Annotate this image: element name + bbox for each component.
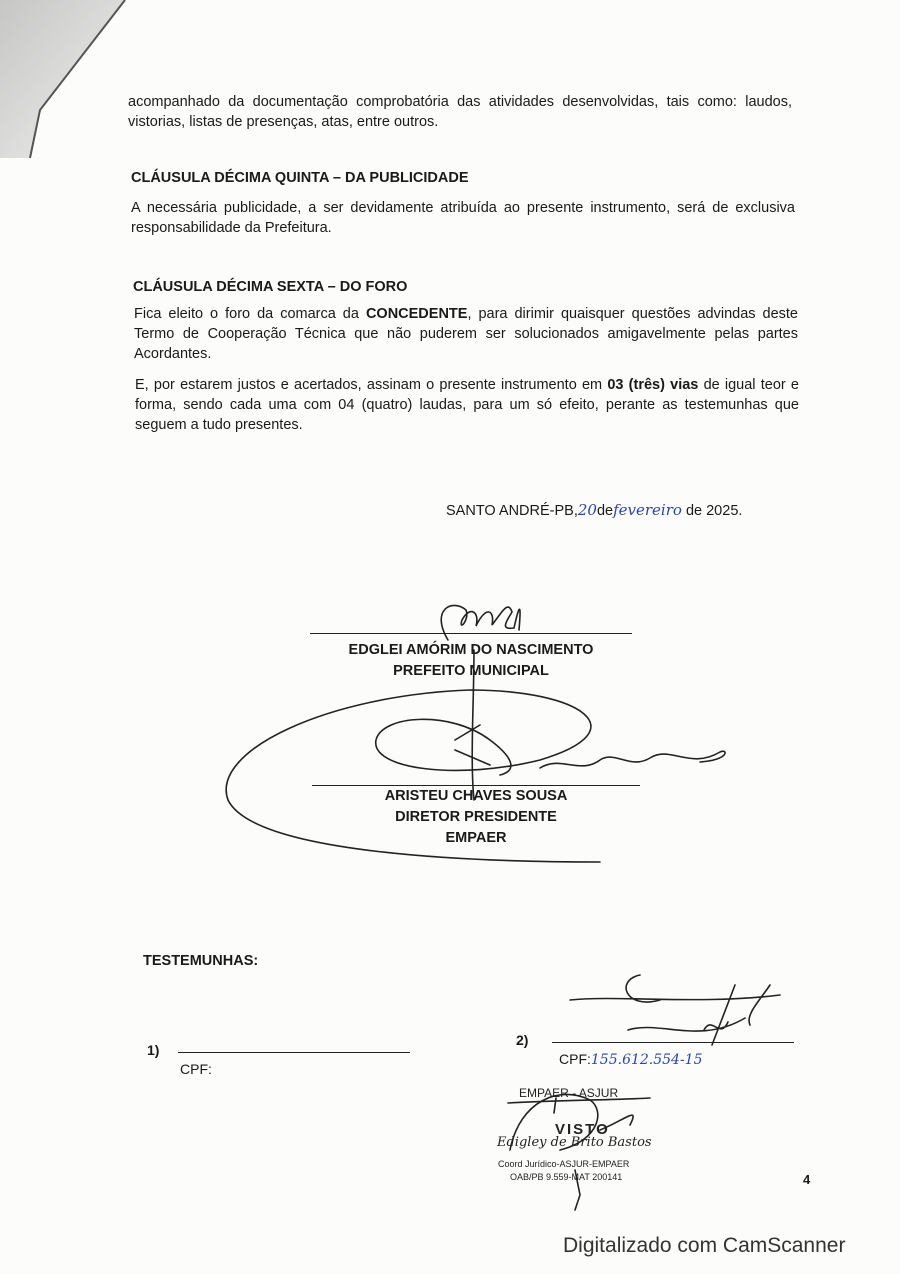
- paragraph-continuation: acompanhado da documentação comprobatória das atividades desenvolvidas, tais como: laudos, vistorias, listas de presenças, atas, entre outros.: [128, 94, 792, 130]
- copies-bold: 03 (três) vias: [607, 377, 699, 393]
- stamp-title: Coord Jurídico-ASJUR-EMPAER: [498, 1159, 630, 1169]
- stamp-header: EMPAER - ASJUR: [519, 1086, 619, 1100]
- witnesses-label: TESTEMUNHAS:: [143, 953, 259, 969]
- clause-15-heading: CLÁUSULA DÉCIMA QUINTA – DA PUBLICIDADE: [131, 170, 469, 186]
- closing-text-part: E, por estarem justos e acertados, assinam o presente instrumento em: [135, 377, 608, 393]
- prefeito-signature: [441, 605, 520, 640]
- witness-2-signature: [570, 975, 780, 1045]
- signatory-2-org: EMPAER: [445, 830, 507, 846]
- stamp-name: Edigley de Brito Bastos: [497, 1135, 652, 1150]
- signatory-2-role: DIRETOR PRESIDENTE: [395, 809, 557, 825]
- clause-16-text-part: , para dirimir quaisquer questões advindas deste Termo de Cooperação Técnica que não puderem ser solucionados amigavelmente pelas partes Acordantes.: [134, 306, 798, 362]
- clause-15-text: A necessária publicidade, a ser devidamente atribuída ao presente instrumento, será de exclusiva responsabilidade da Prefeitura.: [131, 200, 795, 236]
- handwritten-day: 20: [577, 501, 597, 519]
- witness-1-number: 1): [147, 1042, 160, 1058]
- stamp-initials: [510, 1094, 633, 1210]
- closing-text-part: de igual teor e forma, sendo cada uma com 04 (quatro) laudas, para um só efeito, perante as testemunhas que seguem a tudo presentes.: [135, 377, 799, 433]
- place-prefix: SANTO ANDRÉ-PB,: [446, 503, 578, 519]
- signatory-2-name: ARISTEU CHAVES SOUSA: [384, 788, 568, 804]
- date-de: de: [596, 503, 614, 519]
- date-year: de 2025.: [681, 503, 743, 519]
- signatory-1-name: EDGLEI AMÓRIM DO NASCIMENTO: [348, 642, 594, 658]
- witness-2-cpf-value: 155.612.554-15: [590, 1052, 703, 1068]
- stamp-oab: OAB/PB 9.559-MAT 200141: [510, 1172, 623, 1182]
- witness-1-cpf-label: CPF:: [180, 1061, 212, 1077]
- handwritten-month: fevereiro: [613, 501, 682, 519]
- concedente-bold: CONCEDENTE: [365, 306, 468, 322]
- clause-16-text-part: Fica eleito o foro da comarca da: [134, 306, 366, 322]
- witness-2-number: 2): [516, 1032, 529, 1048]
- camscanner-footer: Digitalizado com CamScanner: [563, 1234, 846, 1257]
- diretor-signature-loop: [226, 650, 600, 862]
- page-number: 4: [803, 1172, 811, 1187]
- diretor-signature-tail: [540, 751, 725, 768]
- signatory-1-role: PREFEITO MUNICIPAL: [393, 663, 549, 679]
- clause-16-heading: CLÁUSULA DÉCIMA SEXTA – DO FORO: [133, 279, 408, 295]
- stamp-visto: VISTO: [555, 1121, 610, 1138]
- witness-2-cpf-label: CPF:: [559, 1051, 591, 1067]
